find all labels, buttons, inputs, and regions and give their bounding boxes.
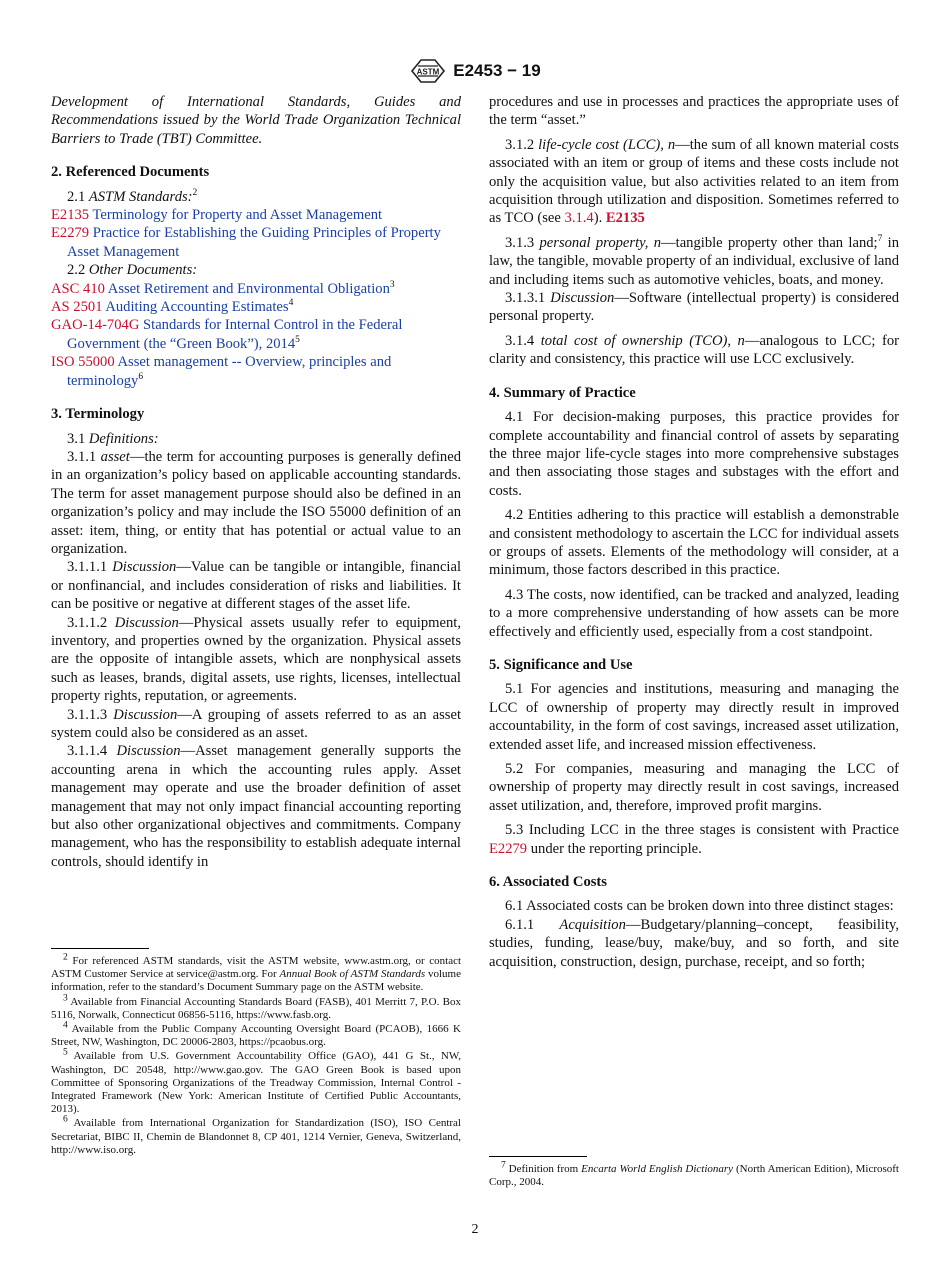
definition-3-1-4: 3.1.4 total cost of ownership (TCO), n—analogous to LCC; for clarity and consistency, this practice will use LCC exclusively.: [489, 332, 899, 368]
footnote-5: $^5$ Available from U.S. Government Accountability Office (GAO), 441 G St., NW, Washington, DC 20548, http://www.gao.gov. The GAO Green Book is based upon Committee of Sponsoring Organizations of the Treadway Commission, Internal Control - Integrated Framework (New York: American Institute of Certified Public Accountants, 2013).: [51, 1047, 461, 1116]
source-e2135[interactable]: E2135: [605, 210, 645, 227]
paragraph-5-3: 5.3 Including LCC in the three stages is consistent with Practice E2279 under the reporting principle.: [489, 822, 899, 857]
ref-iso-55000[interactable]: ISO 55000 Asset management -- Overview, principles and terminology$^6$: [51, 354, 392, 389]
intro-paragraph: Development of International Standards, Guides and Recommendations issued by the World Trade Organization Technical Barriers to Trade (TBT) Committee.: [51, 94, 461, 147]
discussion-3-1-3-1: 3.1.3.1 Discussion—Software (intellectual property) is considered personal property.: [489, 290, 899, 325]
discussion-3-1-1-3: 3.1.1.3 Discussion—A grouping of assets referred to as an asset system could also be considered as an asset.: [51, 706, 462, 741]
footnote-7: $^7$ Definition from Encarta World English Dictionary (North American Edition), Microsoft Corp., 2004.: [489, 1160, 899, 1189]
footnote-rule: [51, 948, 149, 949]
discussion-3-1-1-2: 3.1.1.2 Discussion—Physical assets usually refer to equipment, inventory, and properties owned by the organization. Physical assets are the opposite of intangible assets, which are nonphysical assets such as leases, brands, digital assets, use rights, licenses, intellectual property rights, reputation, or agreements.: [51, 614, 461, 705]
section-5-heading: 5. Significance and Use: [489, 656, 633, 673]
ref-asc-410[interactable]: ASC 410 Asset Retirement and Environmental Obligation$^3$: [51, 279, 395, 297]
ref-e2279[interactable]: E2279 Practice for Establishing the Guiding Principles of Property Asset Management: [51, 225, 441, 260]
footnote-2: $^2$ For referenced ASTM standards, visit the ASTM website, www.astm.org, or contact ASTM Customer Service at service@astm.org. For Annual Book of ASTM Standards volume information, refer to the standard’s Document Summary page on the ASTM website.: [51, 952, 462, 994]
document-designation: E2453 − 19: [453, 61, 541, 80]
discussion-3-1-1-4: 3.1.1.4 Discussion—Asset management generally supports the accounting arena in which the accounting rules apply. Asset management may operate and use the broader definition of asset management that may not only impact financial accounting reporting but also other organizational objectives and commitments. Company management, who has the responsibility to establish adequate internal controls, should identify in: [51, 743, 462, 870]
astm-logo-icon: [409, 58, 447, 84]
continuation-paragraph: procedures and use in processes and practices the appropriate uses of the term “asset.”: [489, 94, 899, 129]
svg-text:ASTM: ASTM: [416, 67, 440, 77]
paragraph-4-2: 4.2 Entities adhering to this practice will establish a demonstrable and consistent methodology to ascertain the LCC for individual assets or groups of assets. Elements of the methodology will consider, at a minimum, those factors described in this practice.: [489, 507, 899, 579]
discussion-3-1-1-1: 3.1.1.1 Discussion—Value can be tangible or intangible, financial or nonfinancial, and includes consideration of risks and liabilities. It can be positive or negative at different stages of the asset life.: [51, 559, 462, 613]
footnote-4: $^4$ Available from the Public Company Accounting Oversight Board (PCAOB), 1666 K Street, NW, Washington, DC 20006-2803, https://pcaobus.org.: [51, 1020, 461, 1049]
paragraph-5-2: 5.2 For companies, measuring and managing the LCC of ownership of property may directly result in cost savings, increased asset utilization, and, therefore, improved profit margins.: [489, 761, 899, 814]
definition-3-1-3: 3.1.3 personal property, n—tangible property other than land;$^7$ in law, the tangible, movable property of an individual, exclusive of land and including items such as automotive vehicles, boats, and money.: [489, 233, 899, 288]
footnotes-right: [489, 1156, 899, 1190]
ref-gao[interactable]: GAO-14-704G Standards for Internal Control in the Federal Government (the “Green Book”), 2014$^5$: [51, 317, 403, 352]
paragraph-6-1-1: 6.1.1 Acquisition—Budgetary/planning–concept, feasibility, studies, funding, lease/buy, make/buy, and so forth, and site acquisition, construction, design, purchase, receipt, and so forth;: [489, 916, 899, 970]
link-e2279[interactable]: E2279: [489, 840, 528, 857]
paragraph-4-1: 4.1 For decision-making purposes, this practice provides for complete accountability and financial control of assets by separating the three major life-cycle stages into more comprehensive substages and then associating those stages and substages with the effort and costs.: [489, 409, 899, 499]
paragraph-4-3: 4.3 The costs, now identified, can be tracked and analyzed, leading to a more comprehensive understanding of how assets can be more effectively and efficiently used, especially from a cost standpoint.: [489, 586, 899, 640]
ref-as-2501[interactable]: AS 2501 Auditing Accounting Estimates$^4$: [51, 298, 294, 316]
section-3-heading: 3. Terminology: [51, 406, 145, 423]
page-header: [0, 56, 950, 86]
paragraph-6-1: 6.1 Associated costs can be broken down into three distinct stages:: [505, 898, 894, 915]
section-2-heading: 2. Referenced Documents: [51, 164, 210, 181]
right-column: [489, 93, 899, 971]
subsection-3-1: 3.1 Definitions:: [67, 430, 159, 447]
section-4-heading: 4. Summary of Practice: [489, 384, 636, 401]
subsection-2-2: 2.2 Other Documents:: [67, 262, 198, 279]
ref-e2135[interactable]: E2135 Terminology for Property and Asset Management: [51, 207, 383, 224]
link-3-1-4[interactable]: 3.1.4: [564, 210, 594, 227]
footnote-3: $^3$ Available from Financial Accounting Standards Board (FASB), 401 Merritt 7, P.O. Box 5116, Norwalk, Connecticut 06856-5116, https://www.fasb.org.: [51, 992, 461, 1021]
subsection-2-1: 2.1 ASTM Standards:$^2$: [67, 187, 198, 205]
page-number: 2: [471, 1222, 479, 1237]
footnote-rule: [489, 1156, 587, 1157]
footnote-6: $^6$ Available from International Organization for Standardization (ISO), ISO Central Secretariat, BIBC II, Chemin de Blandonnet 8, CP 401, 1214 Vernier, Geneva, Switzerland, http://www.iso.org.: [51, 1114, 461, 1156]
definition-3-1-1: 3.1.1 asset—the term for accounting purposes is generally defined in an organization’s policy based on applicable accounting standards. The term for asset management purpose should also be defined in an organization’s policy and may include the ISO 55000 definition of an asset: item, thing, or entity that has potential or actual value to an organization.: [51, 448, 461, 557]
definition-3-1-2: 3.1.2 life-cycle cost (LCC), n—the sum of all known material costs associated with an item or group of items and these costs include not only the acquisition value, but also activities related to an item from acquisition through utilization and disposition. Sometimes referred to as TCO (see 3.1.4). E2135: [489, 136, 899, 227]
left-column: [51, 93, 461, 871]
footnotes-left: [51, 948, 461, 1158]
paragraph-5-1: 5.1 For agencies and institutions, measuring and managing the LCC of ownership of property may directly result in improved accountability, in the form of cost savings, increased asset utilization, extended asset life, and increased mission effectiveness.: [489, 681, 899, 753]
section-6-heading: 6. Associated Costs: [489, 874, 607, 891]
